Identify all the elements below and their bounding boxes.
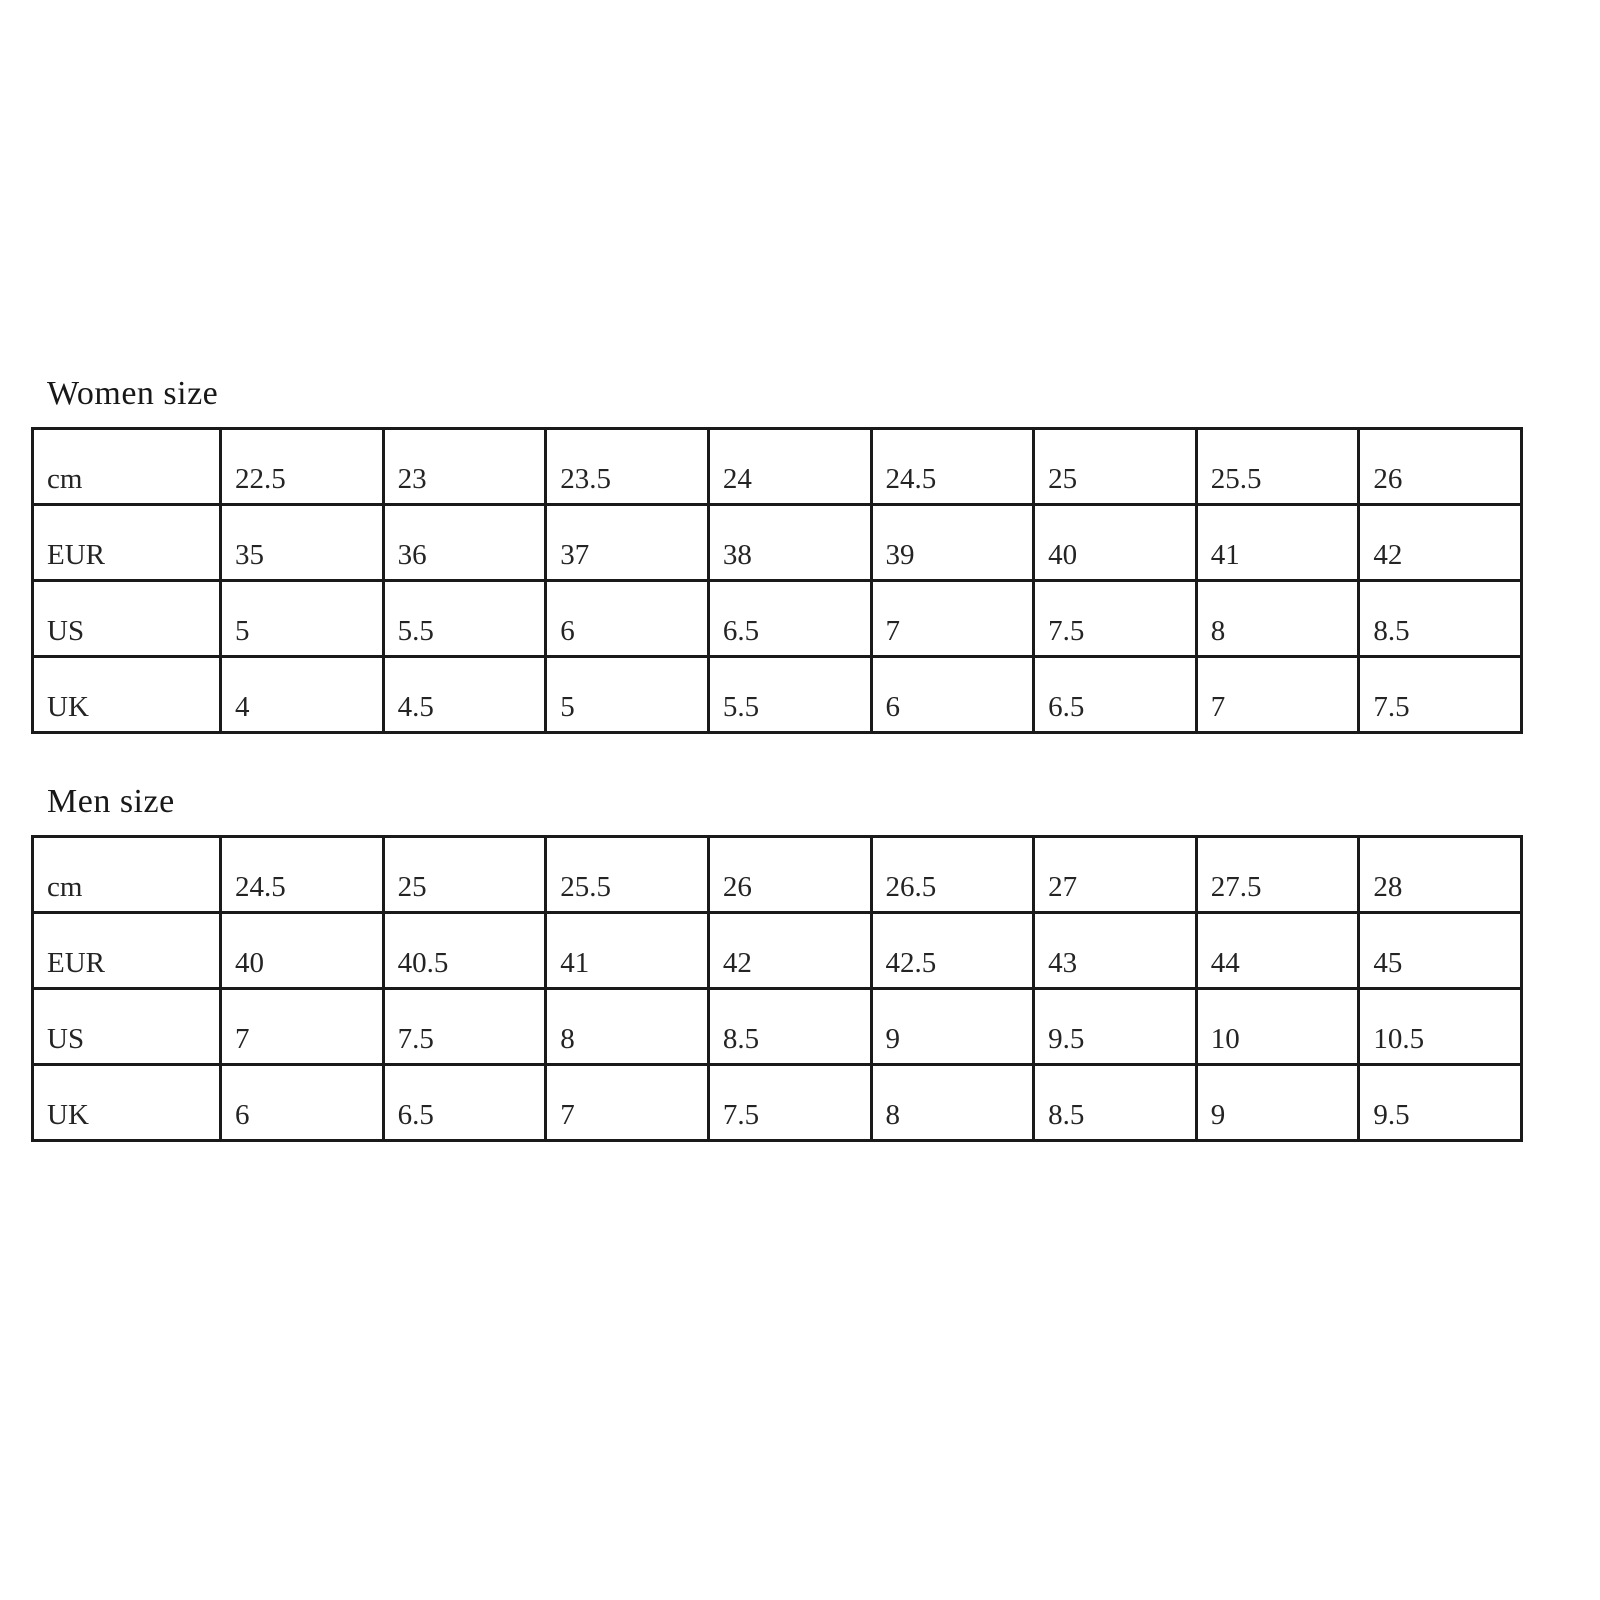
size-value-cell: 6.5 [383,1065,546,1141]
size-value-cell: 5 [546,657,709,733]
size-value-cell: 8.5 [708,989,871,1065]
size-value-cell: 40 [1034,505,1197,581]
size-value-cell: 43 [1034,913,1197,989]
size-value-cell: 23 [383,429,546,505]
row-label-cell: UK [33,657,221,733]
size-value-cell: 9 [1196,1065,1359,1141]
table-row [33,1065,1522,1141]
size-value-cell: 25.5 [1196,429,1359,505]
table-row [33,913,1522,989]
size-value-cell: 25 [1034,429,1197,505]
size-value-cell: 27.5 [1196,837,1359,913]
size-value-cell: 8.5 [1034,1065,1197,1141]
size-value-cell: 39 [871,505,1034,581]
women-size-section [31,373,1523,734]
size-value-cell: 42 [1359,505,1522,581]
size-value-cell: 5 [221,581,384,657]
size-value-cell: 6.5 [1034,657,1197,733]
size-value-cell: 5.5 [383,581,546,657]
size-value-cell: 26.5 [871,837,1034,913]
row-label-cell: EUR [33,913,221,989]
women-size-title: Women size [47,375,219,412]
size-value-cell: 25.5 [546,837,709,913]
size-value-cell: 23.5 [546,429,709,505]
size-value-cell: 7.5 [708,1065,871,1141]
size-value-cell: 38 [708,505,871,581]
size-value-cell: 8 [546,989,709,1065]
size-value-cell: 40 [221,913,384,989]
table-row [33,989,1522,1065]
women-size-table [31,427,1523,734]
size-value-cell: 9.5 [1359,1065,1522,1141]
size-value-cell: 25 [383,837,546,913]
size-value-cell: 6 [871,657,1034,733]
men-size-table [31,835,1523,1142]
size-value-cell: 6 [546,581,709,657]
size-value-cell: 10.5 [1359,989,1522,1065]
row-label-cell: cm [33,837,221,913]
size-value-cell: 24.5 [871,429,1034,505]
size-value-cell: 26 [1359,429,1522,505]
size-value-cell: 35 [221,505,384,581]
size-value-cell: 26 [708,837,871,913]
row-label-cell: cm [33,429,221,505]
row-label-cell: EUR [33,505,221,581]
size-value-cell: 8.5 [1359,581,1522,657]
size-value-cell: 42 [708,913,871,989]
size-value-cell: 40.5 [383,913,546,989]
size-value-cell: 6 [221,1065,384,1141]
size-value-cell: 36 [383,505,546,581]
row-label-cell: UK [33,1065,221,1141]
size-value-cell: 41 [1196,505,1359,581]
size-value-cell: 7.5 [1034,581,1197,657]
size-value-cell: 22.5 [221,429,384,505]
row-label-cell: US [33,581,221,657]
size-value-cell: 10 [1196,989,1359,1065]
size-value-cell: 7 [546,1065,709,1141]
table-row [33,657,1522,733]
men-size-table-body [33,837,1522,1141]
size-value-cell: 9 [871,989,1034,1065]
table-row [33,581,1522,657]
table-row [33,837,1522,913]
size-value-cell: 8 [871,1065,1034,1141]
size-value-cell: 41 [546,913,709,989]
row-label-cell: US [33,989,221,1065]
size-value-cell: 42.5 [871,913,1034,989]
size-chart-content [31,373,1523,1142]
size-value-cell: 24.5 [221,837,384,913]
table-row [33,505,1522,581]
size-value-cell: 7 [871,581,1034,657]
size-value-cell: 45 [1359,913,1522,989]
size-value-cell: 7 [1196,657,1359,733]
size-value-cell: 8 [1196,581,1359,657]
size-value-cell: 44 [1196,913,1359,989]
size-value-cell: 4.5 [383,657,546,733]
size-value-cell: 9.5 [1034,989,1197,1065]
size-value-cell: 28 [1359,837,1522,913]
size-value-cell: 7 [221,989,384,1065]
size-value-cell: 24 [708,429,871,505]
men-size-section [31,781,1523,1142]
men-size-title: Men size [47,783,175,820]
size-value-cell: 7.5 [383,989,546,1065]
size-value-cell: 37 [546,505,709,581]
women-size-table-body [33,429,1522,733]
size-value-cell: 27 [1034,837,1197,913]
size-value-cell: 4 [221,657,384,733]
size-value-cell: 7.5 [1359,657,1522,733]
size-value-cell: 6.5 [708,581,871,657]
table-row [33,429,1522,505]
size-value-cell: 5.5 [708,657,871,733]
